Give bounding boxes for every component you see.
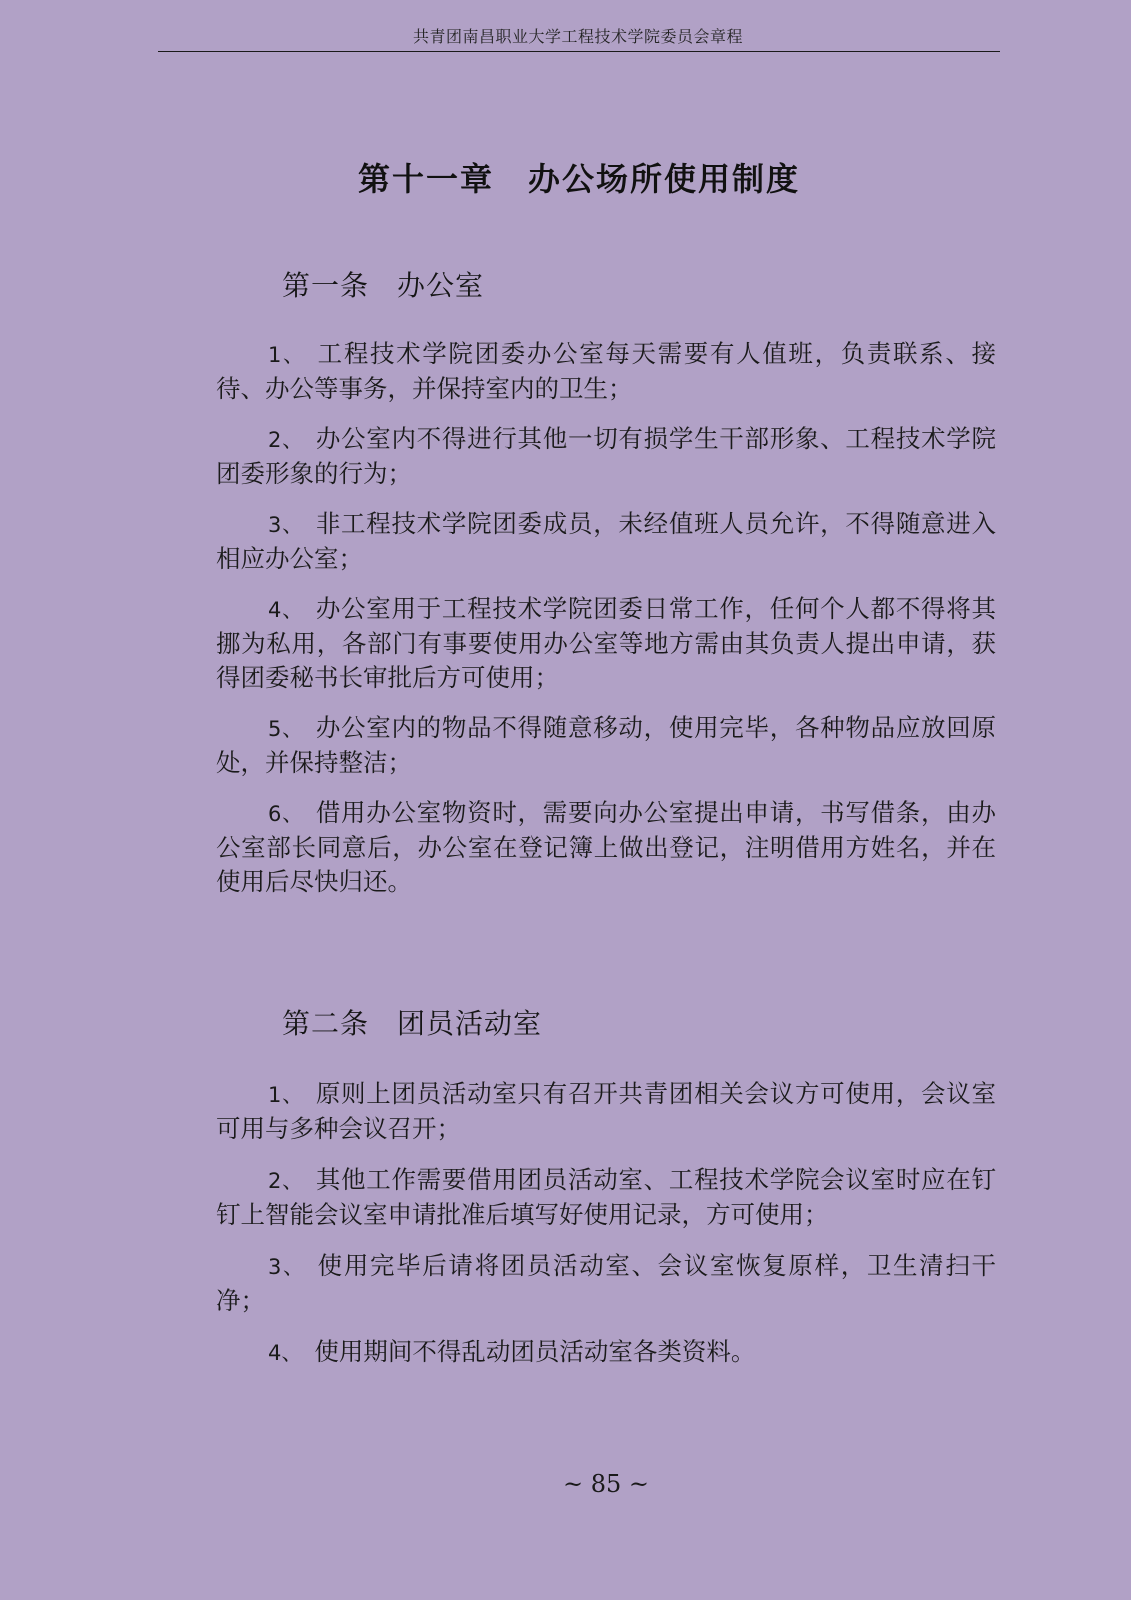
list-item: [216, 337, 996, 406]
list-item: [216, 592, 996, 695]
section-name: 办公室: [397, 269, 485, 302]
list-item: [216, 1163, 996, 1232]
item-text: 办公室内不得进行其他一切有损学生干部形象、工程技术学院团委形象的行为；: [216, 424, 996, 488]
item-number: 1、: [268, 343, 306, 367]
chapter-title: 第十一章 办公场所使用制度: [357, 160, 800, 198]
item-number: 1、: [268, 1083, 304, 1107]
list-item: [216, 1335, 996, 1370]
item-text: 办公室内的物品不得随意移动，使用完毕，各种物品应放回原处，并保持整洁；: [216, 713, 996, 777]
header-rule: [158, 51, 1000, 52]
item-number: 2、: [268, 428, 304, 452]
section-title: [282, 1002, 542, 1042]
item-text: 办公室用于工程技术学院团委日常工作，任何个人都不得将其挪为私用，各部门有事要使用办公室等地方需由其负责人提出申请，获得团委秘书长审批后方可使用；: [216, 594, 996, 692]
item-number: 6、: [268, 802, 304, 826]
list-item: [216, 711, 996, 780]
list-item: [216, 507, 996, 576]
list-item: [216, 796, 996, 899]
item-number: 3、: [268, 513, 304, 537]
section-title: [282, 264, 484, 304]
section-name: 团员活动室: [397, 1007, 543, 1040]
list-item: [216, 1249, 996, 1318]
list-item: [216, 1077, 996, 1146]
section-label: 第二条: [282, 1007, 370, 1040]
item-text: 使用完毕后请将团员活动室、会议室恢复原样，卫生清扫干净；: [216, 1251, 996, 1315]
item-text: 使用期间不得乱动团员活动室各类资料。: [314, 1337, 756, 1366]
item-text: 借用办公室物资时，需要向办公室提出申请，书写借条，由办公室部长同意后，办公室在登记簿上做出登记，注明借用方姓名，并在使用后尽快归还。: [216, 798, 996, 896]
item-text: 其他工作需要借用团员活动室、工程技术学院会议室时应在钉钉上智能会议室申请批准后填写好使用记录，方可使用；: [216, 1165, 996, 1229]
item-text: 非工程技术学院团委成员，未经值班人员允许，不得随意进入相应办公室；: [216, 509, 996, 573]
page-number: ~ 85 ~: [562, 1470, 649, 1498]
item-number: 2、: [268, 1169, 304, 1193]
item-text: 工程技术学院团委办公室每天需要有人值班，负责联系、接待、办公等事务，并保持室内的卫生；: [216, 339, 996, 403]
item-number: 5、: [268, 717, 304, 741]
item-number: 3、: [268, 1255, 306, 1279]
item-number: 4、: [268, 598, 304, 622]
item-text: 原则上团员活动室只有召开共青团相关会议方可使用，会议室可用与多种会议召开；: [216, 1079, 996, 1143]
item-number: 4、: [268, 1341, 303, 1365]
list-item: [216, 422, 996, 491]
running-header: 共青团南昌职业大学工程技术学院委员会章程: [412, 27, 743, 46]
section-label: 第一条: [282, 269, 370, 302]
